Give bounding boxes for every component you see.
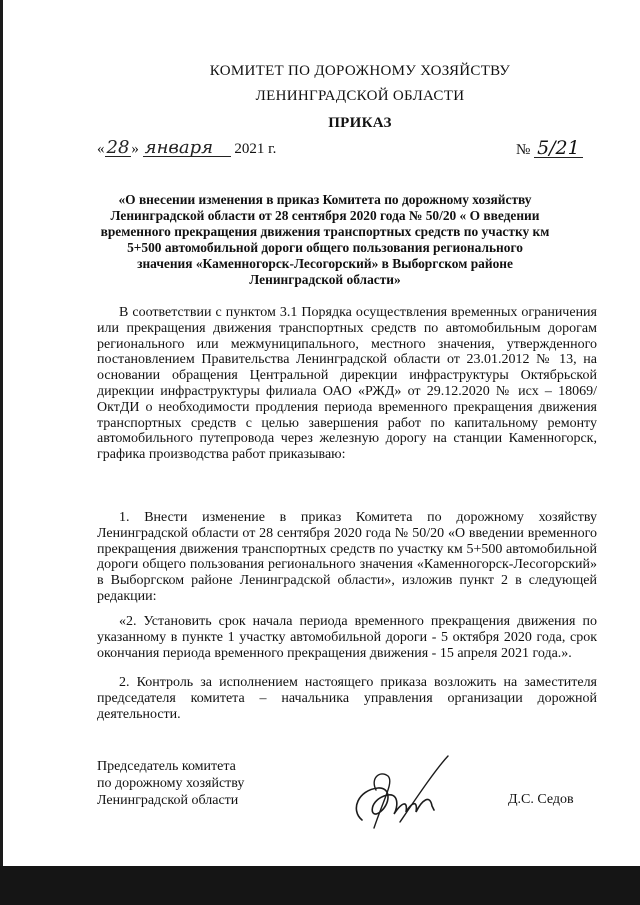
scan-left-edge bbox=[0, 0, 3, 905]
date-close-quote: » bbox=[131, 141, 139, 157]
date-day: 28 bbox=[106, 137, 130, 158]
org-name-line1: КОМИТЕТ ПО ДОРОЖНОМУ ХОЗЯЙСТВУ bbox=[209, 63, 511, 79]
position-line3: Ленинградской области bbox=[97, 793, 239, 808]
date-month: января bbox=[143, 140, 231, 157]
paragraph-item-1: 1. Внести изменение в приказ Комитета по дорожному хозяйству Ленинградской области от 28 сентября 2020 года № 50/20 «О введении временного прекращения движения транспортных средств по участку км 5+500 автомобильной дороги общего пользования регионального значения «Каменногорск-Лесогорский» в Выборгском районе Ленинградской области», изложив пункт 2 в следующей редакции: bbox=[97, 510, 597, 604]
paragraph-item-1-text: «2. Установить срок начала периода временного прекращения движения по указанному в пункте 1 участку автомобильной дороги - 5 октября 2020 года, срок окончания периода временного прекращения движения - 15 апреля 2021 года.». bbox=[97, 614, 597, 661]
order-number bbox=[516, 137, 583, 159]
paragraph-item-2: 2. Контроль за исполнением настоящего приказа возложить на заместителя председателя комитета – начальника управления организации дорожной деятельности. bbox=[97, 675, 597, 722]
scan-bottom-edge bbox=[0, 866, 640, 905]
date-year: 2021 г. bbox=[234, 141, 277, 157]
document-type: ПРИКАЗ bbox=[328, 115, 392, 131]
paragraph-preamble: В соответствии с пунктом 3.1 Порядка осуществления временных ограничения или прекращения движения транспортных средств по автомобильным дорогам регионального или межмуниципального, местного значения, утвержденного постановлением Правительства Ленинградской области от 23.01.2012 № 13, на основании обращения Центральной дирекции инфраструктуры Октябрьской дирекции инфраструктуры филиала ОАО «РЖД» от 29.12.2020 № исх – 18069/ОктДИ о необходимости продления периода временного прекращения движения транспортных средств с целью завершения работ по капитальному ремонту автомобильного путепровода через железную дорогу на станции Каменногорск, графика производства работ приказываю: bbox=[97, 305, 597, 463]
signatory-position bbox=[97, 758, 244, 809]
handwritten-signature bbox=[340, 750, 460, 845]
signatory-name: Д.С. Седов bbox=[508, 792, 574, 807]
date-open-quote: « bbox=[97, 141, 105, 157]
order-title: «О внесении изменения в приказ Комитета по дорожному хозяйству Ленинградской области от 28 сентября 2020 года № 50/20 « О введении временного прекращения движения транспортных средств по участку км 5+500 автомобильной дороги общего пользования регионального значения «Каменногорск-Лесогорский» в Выборгском районе Ленинградской области» bbox=[100, 192, 550, 287]
position-line1: Председатель комитета bbox=[97, 759, 236, 774]
number-value: 5/21 bbox=[534, 140, 583, 158]
org-name-line2: ЛЕНИНГРАДСКОЙ ОБЛАСТИ bbox=[255, 88, 465, 104]
number-prefix: № bbox=[516, 142, 531, 158]
position-line2: по дорожному хозяйству bbox=[97, 776, 245, 791]
